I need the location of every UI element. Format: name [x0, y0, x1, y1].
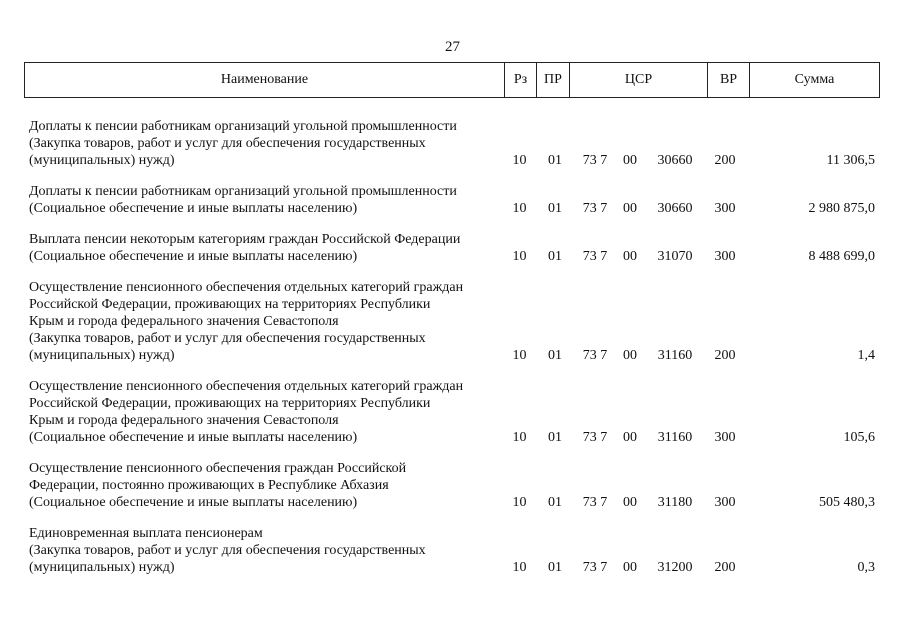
- row-pr: 01: [548, 495, 562, 510]
- row-name-line: Доплаты к пенсии работникам организаций угольной промышленности: [29, 119, 457, 134]
- row-rz: 10: [512, 495, 527, 510]
- row-csr-part3: 31070: [657, 249, 693, 264]
- row-csr-part1: 73 7: [582, 201, 608, 216]
- row-vr: 300: [714, 249, 736, 264]
- row-csr-part3: 30660: [657, 201, 693, 216]
- row-pr: 01: [548, 249, 562, 264]
- row-name-line: Осуществление пенсионного обеспечения граждан Российской: [29, 461, 407, 476]
- row-rz: 10: [512, 560, 527, 575]
- row-name-line: (Закупка товаров, работ и услуг для обеспечения государственных: [29, 331, 426, 346]
- row-csr-part1: 73 7: [582, 495, 608, 510]
- row-pr: 01: [548, 201, 562, 216]
- header-name: Наименование: [25, 63, 505, 97]
- row-sum: 505 480,3: [819, 495, 875, 510]
- row-rz: 10: [512, 249, 527, 264]
- row-csr-part1: 73 7: [582, 153, 608, 168]
- row-vr: 300: [714, 201, 736, 216]
- table-header: [24, 62, 880, 98]
- row-name-line: Выплата пенсии некоторым категориям граждан Российской Федерации: [29, 232, 461, 247]
- row-name-line: Федерации, постоянно проживающих в Республике Абхазия: [29, 478, 389, 493]
- row-name: [29, 460, 504, 511]
- row-sum: 11 306,5: [826, 153, 875, 168]
- row-csr-part2: 00: [623, 153, 637, 168]
- row-name: [29, 279, 504, 364]
- row-csr-part2: 00: [623, 201, 637, 216]
- table-row: [29, 279, 875, 364]
- row-name-line: (Социальное обеспечение и иные выплаты населению): [29, 430, 358, 445]
- row-name: [29, 525, 504, 576]
- row-name-line: Единовременная выплата пенсионерам: [29, 526, 263, 541]
- row-name-line: (Закупка товаров, работ и услуг для обеспечения государственных: [29, 136, 426, 151]
- row-name-line: (муниципальных) нужд): [29, 560, 175, 575]
- header-sum: Сумма: [794, 72, 835, 87]
- row-sum: 1,4: [857, 348, 875, 363]
- row-sum: 0,3: [857, 560, 875, 575]
- row-sum: 2 980 875,0: [808, 201, 875, 216]
- row-sum: 8 488 699,0: [808, 249, 875, 264]
- row-pr: 01: [548, 430, 562, 445]
- table-row: [29, 378, 875, 446]
- row-name: [29, 183, 504, 217]
- table-row: [29, 118, 875, 169]
- row-rz: 10: [512, 348, 527, 363]
- row-name-line: (Социальное обеспечение и иные выплаты населению): [29, 495, 358, 510]
- row-name-line: Доплаты к пенсии работникам организаций угольной промышленности: [29, 184, 457, 199]
- table-body: [29, 118, 875, 590]
- row-name-line: (Закупка товаров, работ и услуг для обеспечения государственных: [29, 543, 426, 558]
- row-name: [29, 118, 504, 169]
- page-number: 27: [445, 39, 460, 55]
- row-vr: 200: [714, 153, 736, 168]
- table-row: [29, 183, 875, 217]
- row-rz: 10: [512, 201, 527, 216]
- row-vr: 300: [714, 430, 736, 445]
- row-csr-part2: 00: [623, 495, 637, 510]
- row-name-line: (Социальное обеспечение и иные выплаты населению): [29, 249, 358, 264]
- row-csr-part1: 73 7: [582, 348, 608, 363]
- row-rz: 10: [512, 430, 527, 445]
- row-vr: 300: [714, 495, 736, 510]
- row-name-line: Российской Федерации, проживающих на территориях Республики: [29, 396, 431, 411]
- header-rz: Рз: [505, 63, 537, 97]
- row-pr: 01: [548, 560, 562, 575]
- row-pr: 01: [548, 348, 562, 363]
- row-csr-part3: 31200: [657, 560, 693, 575]
- header-csr: ЦСР: [570, 63, 708, 97]
- row-name-line: Осуществление пенсионного обеспечения отдельных категорий граждан: [29, 280, 464, 295]
- row-csr-part1: 73 7: [582, 430, 608, 445]
- row-csr-part3: 31180: [657, 495, 693, 510]
- row-name: [29, 231, 504, 265]
- row-name-line: (Социальное обеспечение и иные выплаты населению): [29, 201, 358, 216]
- row-rz: 10: [512, 153, 527, 168]
- row-vr: 200: [714, 348, 736, 363]
- row-name-line: Российской Федерации, проживающих на территориях Республики: [29, 297, 431, 312]
- row-csr-part1: 73 7: [582, 560, 608, 575]
- row-csr-part2: 00: [623, 560, 637, 575]
- table-row: [29, 525, 875, 576]
- row-name: [29, 378, 504, 446]
- row-name-line: (муниципальных) нужд): [29, 153, 175, 168]
- row-pr: 01: [548, 153, 562, 168]
- row-csr-part2: 00: [623, 430, 637, 445]
- row-name-line: Крым и города федерального значения Севастополя: [29, 314, 339, 329]
- row-csr-part2: 00: [623, 249, 637, 264]
- row-csr-part1: 73 7: [582, 249, 608, 264]
- header-vr: ВР: [708, 63, 750, 97]
- row-name-line: Осуществление пенсионного обеспечения отдельных категорий граждан: [29, 379, 464, 394]
- table-row: [29, 231, 875, 265]
- row-csr-part3: 31160: [657, 430, 693, 445]
- row-csr-part3: 30660: [657, 153, 693, 168]
- row-csr-part3: 31160: [657, 348, 693, 363]
- row-vr: 200: [714, 560, 736, 575]
- row-name-line: (муниципальных) нужд): [29, 348, 175, 363]
- table-row: [29, 460, 875, 511]
- row-sum: 105,6: [843, 430, 875, 445]
- header-pr: ПР: [537, 63, 570, 97]
- row-name-line: Крым и города федерального значения Севастополя: [29, 413, 339, 428]
- row-csr-part2: 00: [623, 348, 637, 363]
